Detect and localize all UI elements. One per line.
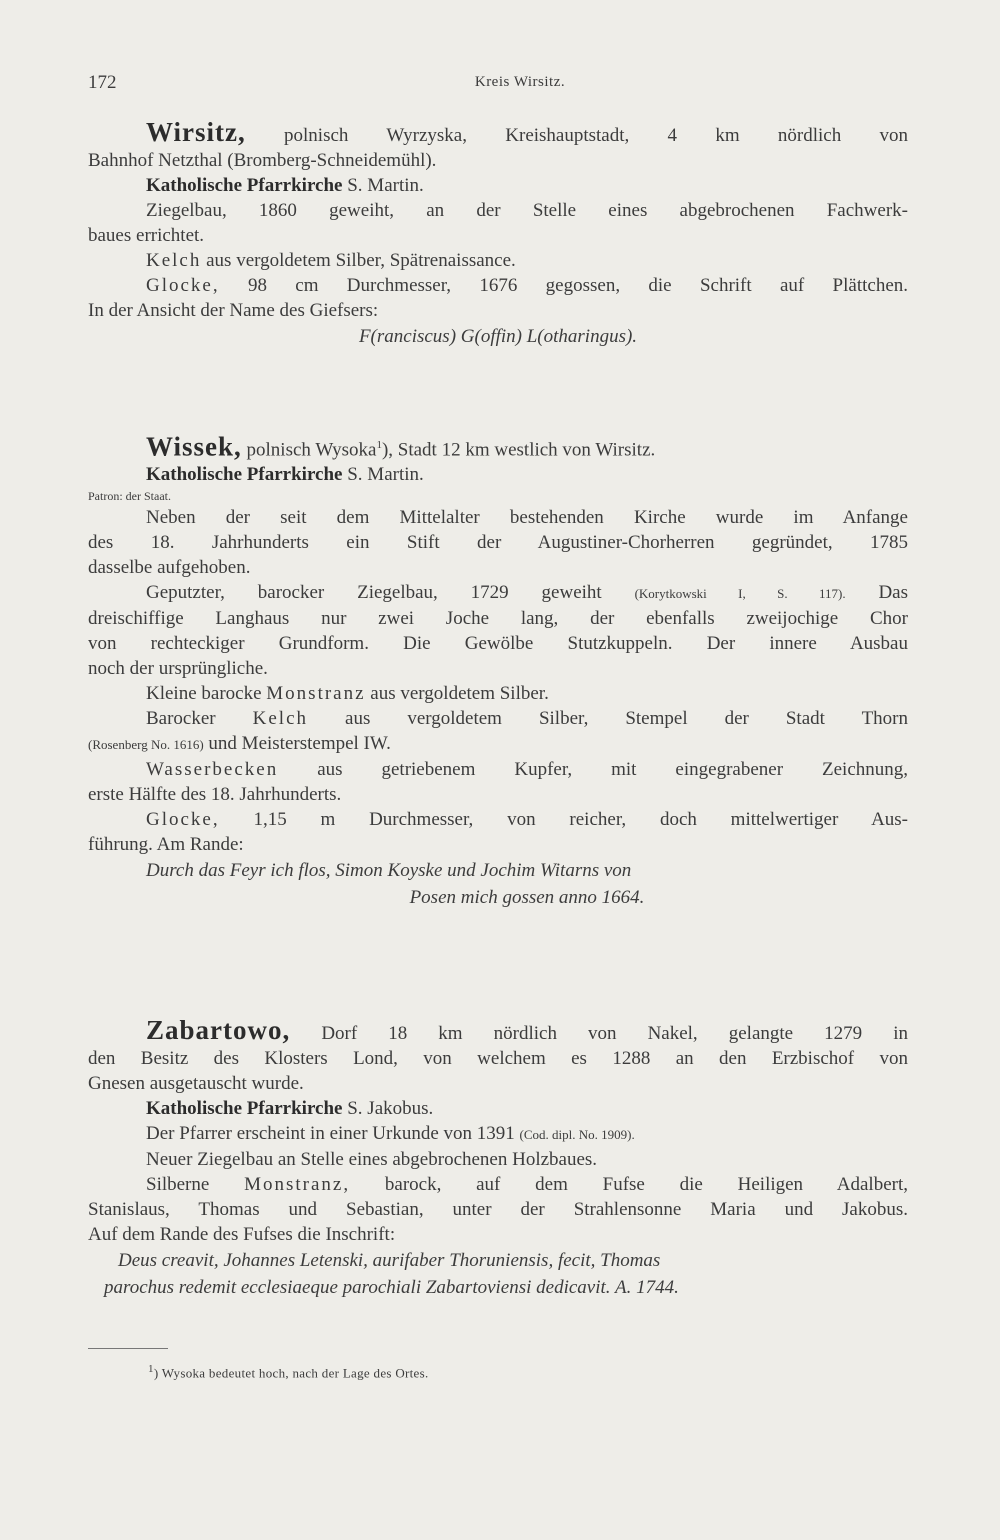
wissek-inscription-line1: Durch das Feyr ich flos, Simon Koyske und Jochim Witarns von: [146, 860, 632, 882]
wirsitz-para1-line1: Ziegelbau, 1860 geweiht, an der Stelle eines abgebrochenen Fachwerk-: [146, 200, 908, 221]
wissek-para3: [88, 681, 908, 706]
church-label: Katholische Pfarrkirche: [146, 1098, 343, 1119]
wirsitz-para3-text: 98 cm Durchmesser, 1676 gegossen, die Schrift auf Plättchen.: [247, 275, 909, 296]
wissek-intro: [88, 433, 908, 462]
zabartowo-inscription-line2: parochus redemit ecclesiaeque parochiali Zabartoviensi dedicavit. A. 1744.: [104, 1277, 679, 1298]
wissek-para6-rest: 1,15 m Durchmesser, von reicher, doch mittelwertiger Aus-: [253, 809, 909, 831]
entry-zabartowo: [88, 1015, 909, 1301]
wissek-para6-line2: führung. Am Rande:: [88, 834, 244, 856]
wissek-patron: Patron: der Staat.: [88, 489, 171, 504]
wirsitz-para3-line2: In der Ansicht der Name des Giefsers:: [88, 300, 379, 321]
term-glocke: Glocke,: [146, 275, 220, 296]
zabartowo-intro-line2: den Besitz des Klosters Lond, von welchem es 1288 an den Erzbischof von: [88, 1048, 908, 1069]
church-label: Katholische Pfarrkirche: [146, 464, 343, 486]
entry-wirsitz: [88, 117, 909, 350]
wirsitz-inscription: F(ranciscus) G(offin) L(otharingus).: [358, 326, 638, 347]
zabartowo-para1: [88, 1121, 908, 1147]
wissek-intro-b: ), Stadt 12 km westlich von Wirsitz.: [381, 439, 656, 461]
wirsitz-para1-line2: baues errichtet.: [88, 225, 205, 246]
footnote-mark: 1: [148, 1363, 154, 1375]
term-monstranz: Monstranz: [266, 683, 366, 705]
zabartowo-para3-line3: Auf dem Rande des Fufses die Inschrift:: [88, 1224, 396, 1245]
wissek-para5-line2: erste Hälfte des 18. Jahrhunderts.: [88, 784, 342, 806]
wirsitz-para3-line1: [88, 273, 908, 298]
wissek-para4-line1: [88, 706, 908, 731]
zabartowo-para2: Neuer Ziegelbau an Stelle eines abgebrochenen Holzbaues.: [146, 1149, 598, 1170]
term-monstranz: Monstranz,: [244, 1174, 351, 1195]
wissek-para2-line3: von rechteckiger Grundform. Die Gewölbe Stutzkuppeln. Der innere Ausbau: [88, 633, 908, 655]
term-kelch: Kelch: [146, 250, 202, 271]
zabartowo-intro-text: Dorf 18 km nördlich von Nakel, gelangte 1279 in: [321, 1023, 908, 1044]
zabartowo-inscription-line1: Deus creavit, Johannes Letenski, aurifaber Thoruniensis, fecit, Thomas: [118, 1250, 661, 1271]
place-name-wirsitz: Wirsitz,: [146, 117, 246, 147]
term-kelch: Kelch: [252, 708, 309, 730]
church-name: S. Jakobus.: [347, 1098, 434, 1119]
wirsitz-para2: [88, 248, 908, 273]
wissek-para4-rest: aus vergoldetem Silber, Stempel der Stadt Thorn: [345, 708, 909, 730]
church-name: S. Martin.: [347, 175, 424, 196]
wissek-para2-end: Das: [878, 582, 909, 604]
wissek-para5-line1: [88, 757, 908, 782]
zabartowo-para3-rest: barock, auf dem Fufse die Heiligen Adalbert,: [384, 1174, 909, 1195]
zabartowo-para1-text: Der Pfarrer erscheint in einer Urkunde von 1391: [146, 1123, 515, 1144]
wissek-inscription-line2: Posen mich gossen anno 1664.: [409, 887, 645, 909]
zabartowo-para3-line1: [88, 1172, 908, 1197]
footnote-text: ) Wysoka bedeutet hoch, nach der Lage des Ortes.: [153, 1365, 429, 1381]
citation-korytkowski: (Korytkowski I, S. 117).: [634, 586, 846, 602]
term-wasserbecken: Wasserbecken: [146, 759, 279, 781]
wissek-intro-a: polnisch Wysoka: [246, 439, 377, 461]
wissek-para2-line2: dreischiffige Langhaus nur zwei Joche lang, der ebenfalls zweijochige Chor: [88, 608, 908, 630]
wirsitz-intro-line1: [88, 117, 909, 148]
footnote-divider: [88, 1348, 168, 1349]
church-label: Katholische Pfarrkirche: [146, 175, 343, 196]
zabartowo-intro-line1: [88, 1015, 908, 1046]
wissek-para1-line1: Neben der seit dem Mittelalter bestehenden Kirche wurde im Anfange: [146, 507, 908, 529]
wissek-para4-line2-text: und Meisterstempel IW.: [208, 733, 391, 755]
place-name-zabartowo: Zabartowo,: [146, 1015, 291, 1045]
place-name-wissek: Wissek,: [146, 431, 242, 462]
wissek-para1-line3: dasselbe aufgehoben.: [88, 557, 251, 579]
zabartowo-intro-line3: Gnesen ausgetauscht wurde.: [88, 1073, 304, 1094]
wissek-para3-rest: aus vergoldetem Silber.: [370, 683, 549, 705]
wissek-para2-text: Geputzter, barocker Ziegelbau, 1729 geweiht: [146, 582, 602, 604]
church-name: S. Martin.: [347, 464, 424, 486]
page-number: 172: [88, 72, 117, 93]
zabartowo-church-heading: [88, 1096, 908, 1121]
term-glocke: Glocke,: [146, 809, 220, 831]
running-title: Kreis Wirsitz.: [474, 74, 566, 90]
wissek-para1-line2: des 18. Jahrhunderts ein Stift der Augustiner-Chorherren gegründet, 1785: [88, 532, 908, 554]
wissek-para5-rest: aus getriebenem Kupfer, mit eingegrabener Zeichnung,: [317, 759, 909, 781]
wirsitz-para2-text: aus vergoldetem Silber, Spätrenaissance.: [206, 250, 516, 271]
footnote-ref: 1: [376, 439, 382, 451]
citation-cod-dipl: (Cod. dipl. No. 1909).: [519, 1127, 635, 1142]
wissek-church-heading: [88, 462, 908, 487]
wirsitz-intro-line2: Bahnhof Netzthal (Bromberg-Schneidemühl).: [88, 150, 437, 171]
footnote: [148, 1363, 429, 1381]
wissek-para4-line2: [88, 731, 908, 757]
zabartowo-para3-line2: Stanislaus, Thomas und Sebastian, unter der Strahlensonne Maria und Jakobus.: [88, 1199, 908, 1220]
zabartowo-para3-pre: Silberne: [146, 1174, 210, 1195]
wirsitz-church-heading: [88, 173, 908, 198]
wissek-para2-line4: noch der ursprüngliche.: [88, 658, 268, 680]
wirsitz-intro-text: polnisch Wyrzyska, Kreishauptstadt, 4 km nördlich von: [284, 125, 909, 146]
entry-wissek: [88, 433, 908, 911]
wissek-para4-pre: Barocker: [146, 708, 216, 730]
wissek-para2-line1: [88, 580, 908, 606]
wissek-para6-line1: [88, 807, 908, 832]
citation-rosenberg: (Rosenberg No. 1616): [88, 737, 204, 753]
wissek-para3-pre: Kleine barocke: [146, 683, 262, 705]
